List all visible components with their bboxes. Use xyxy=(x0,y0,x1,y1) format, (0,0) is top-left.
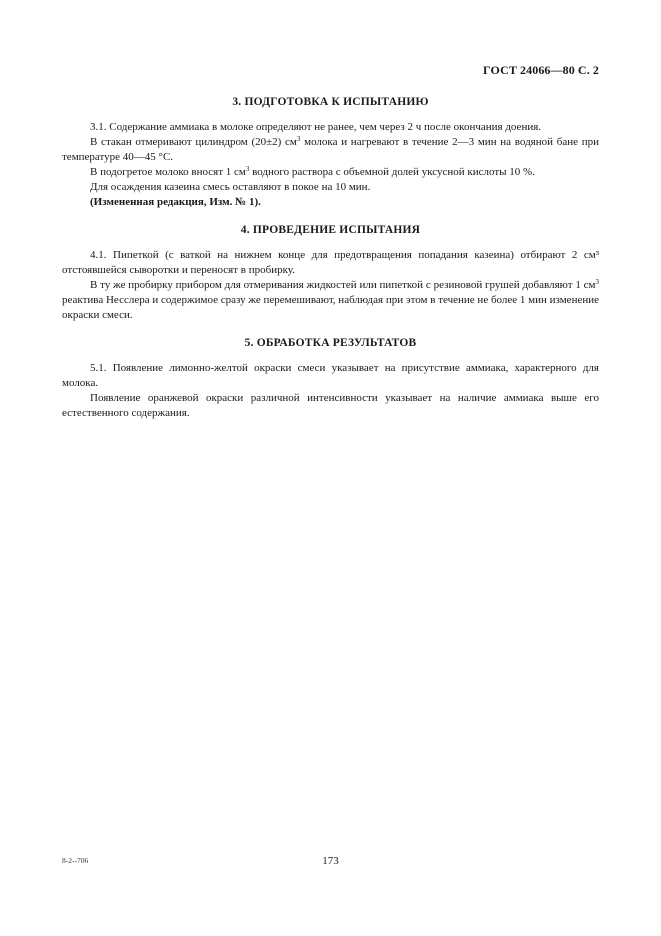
paragraph: В стакан отмеривают цилиндром (20±2) $см^3$ молока и нагревают в течение 2—3 мин на водяной бане при температуре 40—45 °С. xyxy=(62,135,599,163)
superscript: 3 xyxy=(296,135,301,143)
section-testing xyxy=(62,224,599,323)
document-code-header: ГОСТ 24066—80 С. 2 xyxy=(483,63,599,77)
section-title: 4. ПРОВЕДЕНИЕ ИСПЫТАНИЯ xyxy=(240,224,421,236)
section-results xyxy=(62,337,599,421)
paragraph: 3.1. Содержание аммиака в молоке определяют не ранее, чем через 2 ч после окончания доения. xyxy=(90,121,542,133)
paragraph: Появление оранжевой окраски различной интенсивности указывает на наличие аммиака выше его естественного содержания. xyxy=(62,392,599,419)
section-preparation xyxy=(62,96,599,210)
amendment-note: (Измененная редакция, Изм. № 1). xyxy=(90,196,261,208)
section-title: 5. ОБРАБОТКА РЕЗУЛЬТАТОВ xyxy=(244,337,417,349)
paragraph: В подогретое молоко вносят 1 $см^3$ водного раствора с объемной долей уксусной кислоты 10 %. xyxy=(90,165,535,178)
paragraph: 4.1. Пипеткой (с ваткой на нижнем конце для предотвращения попадания казеина) отбирают 2 см³ отстоявшейся сыворотки и переносят в пробирку. xyxy=(62,249,599,276)
document-body xyxy=(62,96,599,435)
section-title: 3. ПОДГОТОВКА К ИСПЫТАНИЮ xyxy=(232,96,429,108)
superscript: 3 xyxy=(595,278,599,286)
paragraph: В ту же пробирку прибором для отмеривания жидкостей или пипеткой с резиновой грушей добавляют 1 $см^3$ реактива Несслера и содержимое сразу же перемешивают, наблюдая при этом в течение не более 1 мин изменение окраски смеси. xyxy=(62,278,599,321)
print-mark: 8-2--706 xyxy=(62,856,89,865)
paragraph: 5.1. Появление лимонно-желтой окраски смеси указывает на присутствие аммиака, характерного для молока. xyxy=(62,362,599,389)
page-number: 173 xyxy=(322,855,339,867)
superscript: 3 xyxy=(245,165,250,173)
paragraph: Для осаждения казеина смесь оставляют в покое на 10 мин. xyxy=(90,181,371,193)
